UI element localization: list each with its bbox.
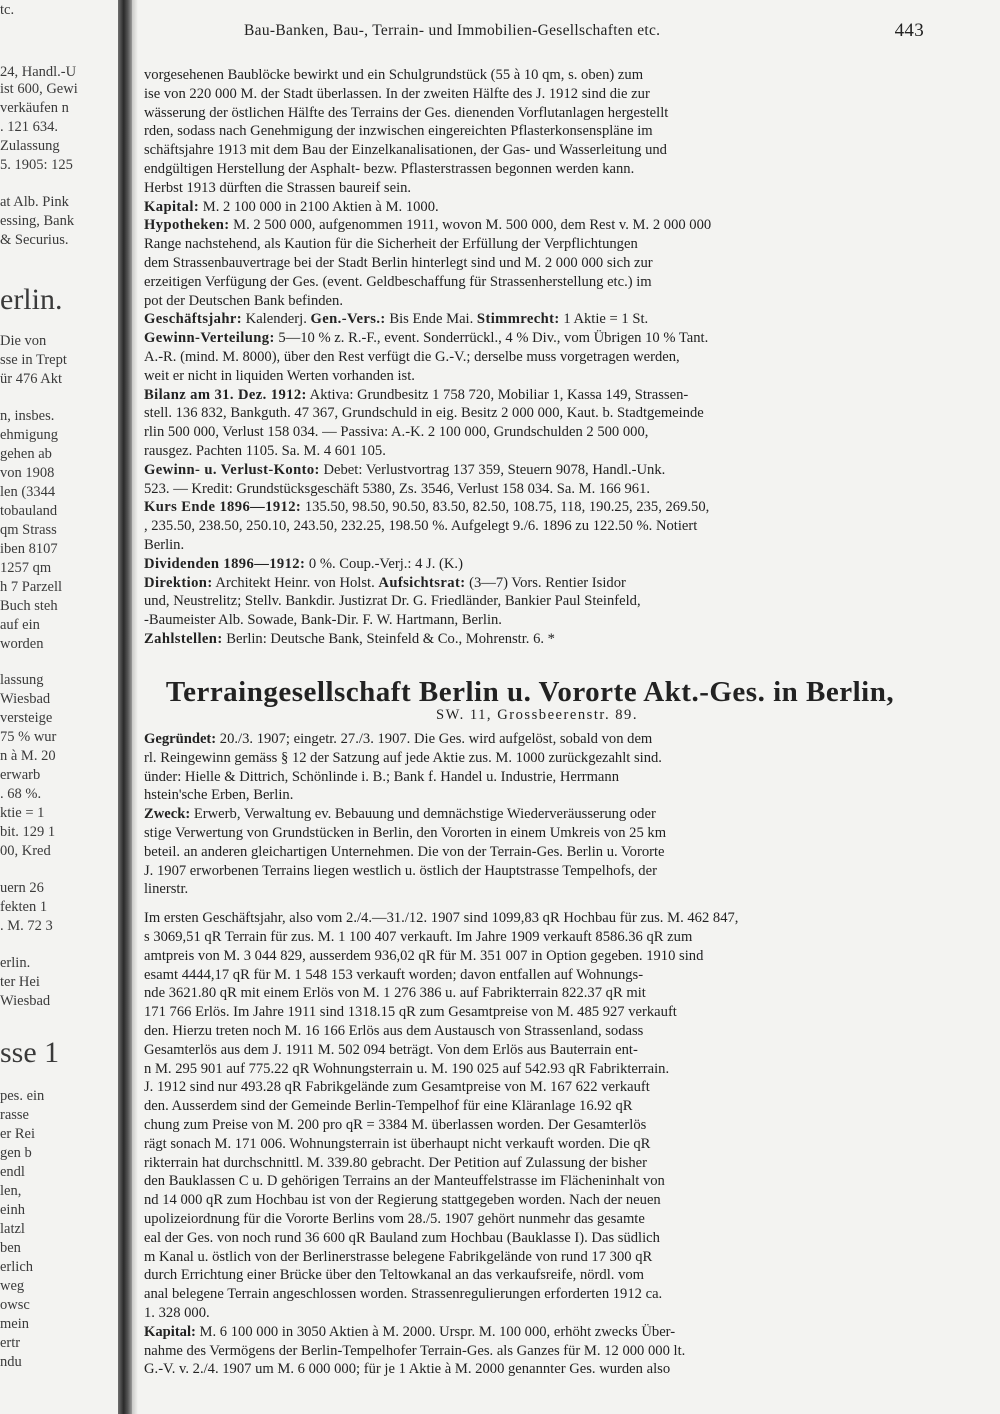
company-address: SW. 11, Grossbeerenstr. 89. <box>436 707 638 723</box>
field-label: Gewinn-Verteilung: <box>144 330 275 347</box>
fragment-line: bit. 129 1 <box>0 824 56 840</box>
text-line: upolizeiordnung für die Vororte Berlins vom 28./5. 1907 gehört nunmehr das gesamte <box>144 1210 645 1227</box>
fragment-line: n, insbes. <box>0 408 55 424</box>
fragment-line: . 68 %. <box>0 786 42 802</box>
field-label: Direktion: <box>144 574 213 591</box>
fragment-line: Die von <box>0 333 47 349</box>
text-line: nd 14 000 qR zum Hochbau ist von der Regierung stattgegeben worden. Nach der neuen <box>144 1192 661 1209</box>
fragment-line: ter Hei <box>0 974 40 990</box>
fragment-line: von 1908 <box>0 465 55 481</box>
fragment-line: erlin. <box>0 283 63 316</box>
field-text: 20./3. 1907; eingetr. 27./3. 1907. Die Ges. wird aufgelöst, sobald von dem <box>216 731 653 747</box>
fragment-line: Buch steh <box>0 598 58 614</box>
text-line: amtpreis von M. 3 044 829, ausserdem 936,02 qR für M. 351 007 in Option gegeben. 1910 sind <box>144 947 704 964</box>
field-text: M. 2 500 000, aufgenommen 1911, wovon M. 500 000, dem Rest v. M. 2 000 000 <box>229 217 712 234</box>
field-label: Dividenden 1896—1912: <box>144 555 306 572</box>
fragment-line: ür 476 Akt <box>0 371 63 387</box>
fragment-line: verkäufen n <box>0 100 69 116</box>
text-line: den. Hierzu treten noch M. 16 166 Erlös aus dem Austausch von Strassenland, sodass <box>144 1022 644 1039</box>
fragment-line: tc. <box>0 2 15 18</box>
fragment-line: iben 8107 <box>0 541 58 557</box>
fragment-line: Zulassung <box>0 138 60 154</box>
text-line: endgültigen Herstellung der Asphalt- bezw. Pflasterstrassen begonnen werden kann. <box>144 160 635 177</box>
text-line <box>144 630 922 649</box>
field-label: Gen.-Vers.: <box>310 311 386 328</box>
fragment-line: endl <box>0 1164 25 1180</box>
text-line <box>144 329 922 348</box>
fragment-line: n à M. 20 <box>0 748 56 764</box>
fragment-line: weg <box>0 1278 25 1294</box>
field-label: Stimmrecht: <box>476 311 560 328</box>
field-label: Kapital: <box>144 1323 196 1340</box>
field-label: Hypotheken: <box>144 217 230 234</box>
field-label: Kurs Ende 1896—1912: <box>144 499 302 516</box>
field-text: Kalenderj. <box>242 311 311 328</box>
field-text: M. 6 100 000 in 3050 Aktien à M. 2000. Urspr. M. 100 000, erhöht zwecks Über- <box>195 1323 676 1340</box>
text-line: 523. — Kredit: Grundstücksgeschäft 5380, Zs. 3546, Verlust 158 034. Sa. M. 166 961. <box>144 480 651 497</box>
fragment-line: fekten 1 <box>0 899 48 915</box>
text-line <box>144 730 922 749</box>
field-text: Aktiva: Grundbesitz 1 758 720, Mobiliar 1, Kassa 149, Strassen- <box>306 386 689 403</box>
fragment-line: h 7 Parzell <box>0 579 63 595</box>
header-title: Bau-Banken, Bau-, Terrain- und Immobilien-Gesellschaften etc. <box>244 22 661 39</box>
text-line: 1. 328 000. <box>144 1304 210 1321</box>
sales-history-paragraph <box>144 909 922 1323</box>
fragment-line: erlin. <box>0 955 31 971</box>
text-line: s 3069,51 qR Terrain für zus. M. 1 100 407 verkauft. Im Jahre 1909 verkauft 8586.36 qR zum <box>144 928 693 945</box>
text-line: schäftsjahre 1913 mit dem Bau der Einzelkanalisationen, der Gas- und Wasserleitung und <box>144 142 667 159</box>
field-text: 0 %. Coup.-Verj.: 4 J. (K.) <box>305 555 463 572</box>
text-line <box>144 574 922 593</box>
text-line: rden, sodass nach Genehmigung der inzwischen eingereichten Pflasterkonsenspläne im <box>144 123 653 140</box>
fragment-line: ist 600, Gewi <box>0 81 78 97</box>
company-entry <box>144 730 922 1379</box>
field-label: Zweck: <box>144 806 191 823</box>
text-line: erzeitigen Verfügung der Ges. (event. Geldbeschaffung für Strassenherstellung etc.) im <box>144 273 652 290</box>
text-line: J. 1912 sind nur 493.28 qR Fabrikgelände zum Gesamtpreise von M. 167 622 verkauft <box>144 1079 650 1096</box>
text-line: weit er nicht in liquiden Werten vorhanden ist. <box>144 367 415 384</box>
field-text: Architekt Heinr. von Holst. <box>212 574 379 591</box>
text-line: , 235.50, 238.50, 250.10, 243.50, 232.25, 198.50 %. Aufgelegt 9./6. 1896 zu 122.50 %. Notiert <box>144 518 698 535</box>
fragment-line: rasse <box>0 1107 29 1123</box>
section-continued-entry <box>144 66 922 649</box>
text-line: dem Strassenbauvertrage bei der Stadt Berlin hinterlegt sind und M. 2 000 000 sich zur <box>144 254 653 271</box>
fragment-line: at Alb. Pink <box>0 194 69 210</box>
text-line <box>144 555 922 574</box>
fragment-line: sse in Trept <box>0 352 67 368</box>
field-label: Gewinn- u. Verlust-Konto: <box>144 461 320 478</box>
text-line: n M. 295 901 auf 775.22 qR Wohnungsterrain u. M. 190 025 auf 542.93 qR Fabrikterrain. <box>144 1060 670 1077</box>
field-text: Berlin: Deutsche Bank, Steinfeld & Co., Mohrenstr. 6. * <box>222 630 555 647</box>
fragment-line: tobauland <box>0 503 58 519</box>
fragment-line: Wiesbad <box>0 993 51 1009</box>
running-header <box>244 22 924 40</box>
fragment-line: worden <box>0 636 44 652</box>
field-label: Kapital: <box>144 198 200 215</box>
text-line: A.-R. (mind. M. 8000), über den Rest verfügt die G.-V.; derselbe muss vorgetragen werden, <box>144 348 680 365</box>
field-text: M. 2 100 000 in 2100 Aktien à M. 1000. <box>199 198 439 215</box>
page <box>144 0 930 1414</box>
fragment-line: essing, Bank <box>0 213 75 229</box>
fragment-line: auf ein <box>0 617 40 633</box>
text-line: rikterrain hat durchschnittl. M. 339.80 gebracht. Der Petition auf Zulassung der bisher <box>144 1154 647 1171</box>
text-line: -Baumeister Alb. Sowade, Bank-Dir. F. W. Hartmann, Berlin. <box>144 612 502 629</box>
fragment-line: 5. 1905: 125 <box>0 157 73 173</box>
fragment-line: gen b <box>0 1145 32 1161</box>
field-text: 5—10 % z. R.-F., event. Sonderrückl., 4 % Div., vom Übrigen 10 % Tant. <box>274 330 709 347</box>
text-line: den. Ausserdem sind der Gemeinde Berlin-Tempelhof für eine Kläranlage 16.92 qR <box>144 1098 633 1115</box>
fragment-line: len, <box>0 1183 22 1199</box>
adjacent-page-fragment <box>0 0 118 1414</box>
fragment-line: ktie = 1 <box>0 805 45 821</box>
text-line: stell. 136 832, Bankguth. 47 367, Grundschuld in eig. Besitz 2 000 000, Kaut. b. Stadtgemeinde <box>144 405 704 422</box>
fragment-line: 24, Handl.-U <box>0 64 77 80</box>
field-label: Geschäftsjahr: <box>144 311 243 328</box>
text-line: eal der Ges. von noch rund 36 600 qR Bauland zum Hochbau (Bauklasse I). Das südlich <box>144 1229 660 1246</box>
fragment-line: erlich <box>0 1259 34 1275</box>
company-title: Terraingesellschaft Berlin u. Vororte Akt.-Ges. in Berlin, <box>165 676 895 708</box>
fragment-line: gehen ab <box>0 446 52 462</box>
text-line <box>144 216 922 235</box>
text-line: rägt sonach M. 171 006. Wohnungsterrain ist überhaupt nicht verkauft worden. Die qR <box>144 1135 651 1152</box>
field-label: Gegründet: <box>144 731 217 747</box>
text-line <box>144 198 922 217</box>
fragment-line: versteige <box>0 710 53 726</box>
text-line: rl. Reingewinn gemäss § 12 der Satzung auf jede Aktie zus. M. 1000 zurückgezahlt sind. <box>144 749 662 766</box>
fragment-line: 1257 qm <box>0 560 52 576</box>
fragment-line: pes. ein <box>0 1088 45 1104</box>
text-line: G.-V. v. 2./4. 1907 um M. 6 000 000; für je 1 Aktie à M. 2000 genannter Ges. wurden also <box>144 1361 671 1378</box>
text-line <box>144 498 922 517</box>
fragment-line: ehmigung <box>0 427 58 443</box>
fragment-line: sse 1 <box>0 1036 60 1069</box>
text-line: durch Errichtung einer Brücke über den Teltowkanal an das verkaufsreife, nördl. vom <box>144 1267 644 1284</box>
fragment-line: lassung <box>0 672 44 688</box>
text-line: nahme des Vermögens der Berlin-Tempelhofer Terrain-Ges. als Ganzes für M. 12 000 000 lt. <box>144 1342 686 1359</box>
text-line: 171 766 Erlös. Im Jahre 1911 sind 1318.15 qR zum Gesamtpreise von M. 485 927 verkauft <box>144 1004 677 1021</box>
field-label: Bilanz am 31. Dez. 1912: <box>144 386 307 403</box>
text-line: rausgez. Pachten 1105. Sa. M. 4 601 105. <box>144 442 386 459</box>
fragment-line: er Rei <box>0 1126 36 1142</box>
fragment-line: mein <box>0 1316 29 1332</box>
text-line: Im ersten Geschäftsjahr, also vom 2./4.—31./12. 1907 sind 1099,83 qR Hochbau für zus. M. 462 847, <box>144 910 739 927</box>
fragment-line: . M. 72 3 <box>0 918 53 934</box>
text-line: linerstr. <box>144 881 189 898</box>
field-text: (3—7) Vors. Rentier Isidor <box>465 574 626 591</box>
field-label: Aufsichtsrat: <box>378 574 466 591</box>
fragment-line: latzl <box>0 1221 25 1237</box>
text-line: ünder: Hielle & Dittrich, Schönlinde i. B.; Bank f. Handel u. Industrie, Herrmann <box>144 768 620 785</box>
text-line: Gesamterlös aus dem J. 1911 M. 502 094 beträgt. Von dem Erlös aus Bauterrain ent- <box>144 1041 638 1058</box>
fragment-line: Wiesbad <box>0 691 51 707</box>
fragment-line: 00, Kred <box>0 843 51 859</box>
text-line: hstein'sche Erben, Berlin. <box>144 787 294 804</box>
text-line: beteil. an anderen gleichartigen Unternehmen. Die von der Terrain-Ges. Berlin u. Vororte <box>144 843 665 860</box>
fragment-line: einh <box>0 1202 25 1218</box>
fragment-line: ndu <box>0 1354 22 1370</box>
text-line: wässerung der östlichen Hälfte des Terrains der Ges. dienenden Vorflutanlagen hergestellt <box>144 104 669 121</box>
text-line: chung zum Preise von M. 200 pro qR = 3384 M. überlassen worden. Der Gesamterlös <box>144 1116 647 1133</box>
text-line <box>144 461 922 480</box>
text-line: Berlin. <box>144 536 185 553</box>
text-line: und, Neustrelitz; Stellv. Bankdir. Justizrat Dr. G. Friedländer, Bankier Paul Steinfeld, <box>144 593 641 610</box>
fragment-line: len (3344 <box>0 484 56 500</box>
text-line: J. 1907 erworbenen Terrains liegen westlich u. östlich der Hauptstrasse Tempelhofs, der <box>144 862 657 879</box>
fragment-line: uern 26 <box>0 880 44 896</box>
field-text: Bis Ende Mai. <box>385 311 477 328</box>
text-line: den Bauklassen C u. D gehörigen Terrains an der Manteuffelstrasse im Flächeninhalt von <box>144 1173 665 1190</box>
fragment-line: qm Strass <box>0 522 57 538</box>
fragment-line: ben <box>0 1240 21 1256</box>
field-text: Debet: Verlustvortrag 137 359, Steuern 9078, Handl.-Unk. <box>319 461 666 478</box>
text-line <box>144 805 922 824</box>
text-line <box>144 1323 922 1342</box>
text-line: ise von 220 000 M. der Stadt überlassen. In der zweiten Hälfte des J. 1912 sind die zur <box>144 85 650 102</box>
text-line: esamt 4444,17 qR für M. 1 548 153 verkauft worden; davon entfallen auf Wohnungs- <box>144 966 644 983</box>
text-line <box>144 310 922 329</box>
text-line: vorgesehenen Baublöcke bewirkt und ein Schulgrundstück (55 à 10 qm, s. oben) zum <box>144 67 644 83</box>
fragment-line: & Securius. <box>0 232 69 248</box>
text-line: m Kanal u. östlich von der Berlinerstrasse belegene Fabrikgelände von rund 17 300 qR <box>144 1248 653 1265</box>
page-number: 443 <box>894 20 924 41</box>
field-text: 135.50, 98.50, 90.50, 83.50, 82.50, 108.75, 118, 190.25, 235, 269.50, <box>301 499 710 516</box>
capital-paragraph <box>144 1323 922 1379</box>
field-text: Erwerb, Verwaltung ev. Bebauung und demnächstige Wiederveräusserung oder <box>190 806 656 823</box>
text-line: pot der Deutschen Bank befinden. <box>144 292 343 309</box>
text-line: Range nachstehend, als Kaution für die Sicherheit der Erfüllung der Verpflichtungen <box>144 236 638 253</box>
fragment-line: ertr <box>0 1335 21 1351</box>
fragment-line: erwarb <box>0 767 41 783</box>
fragment-line: owsc <box>0 1297 30 1313</box>
text-line: rlin 500 000, Verlust 158 034. — Passiva: A.-K. 2 100 000, Grundschulden 2 500 000, <box>144 424 649 441</box>
text-line <box>144 386 922 405</box>
fragment-line: 75 % wur <box>0 729 57 745</box>
text-line: Herbst 1913 dürften die Strassen baureif sein. <box>144 179 412 196</box>
text-line: anal belegene Terrain angeschlossen worden. Strassenregulierungen erforderten 1912 ca. <box>144 1286 663 1303</box>
fragment-line: . 121 634. <box>0 119 58 135</box>
text-line: nde 3621.80 qR mit einem Erlös von M. 1 276 386 u. auf Fabrikterrain 822.37 qR mit <box>144 985 646 1002</box>
text-line: stige Verwertung von Grundstücken in Berlin, den Vororten in einem Umkreis von 25 km <box>144 824 667 841</box>
field-label: Zahlstellen: <box>144 630 223 647</box>
field-text: 1 Aktie = 1 St. <box>559 311 649 328</box>
